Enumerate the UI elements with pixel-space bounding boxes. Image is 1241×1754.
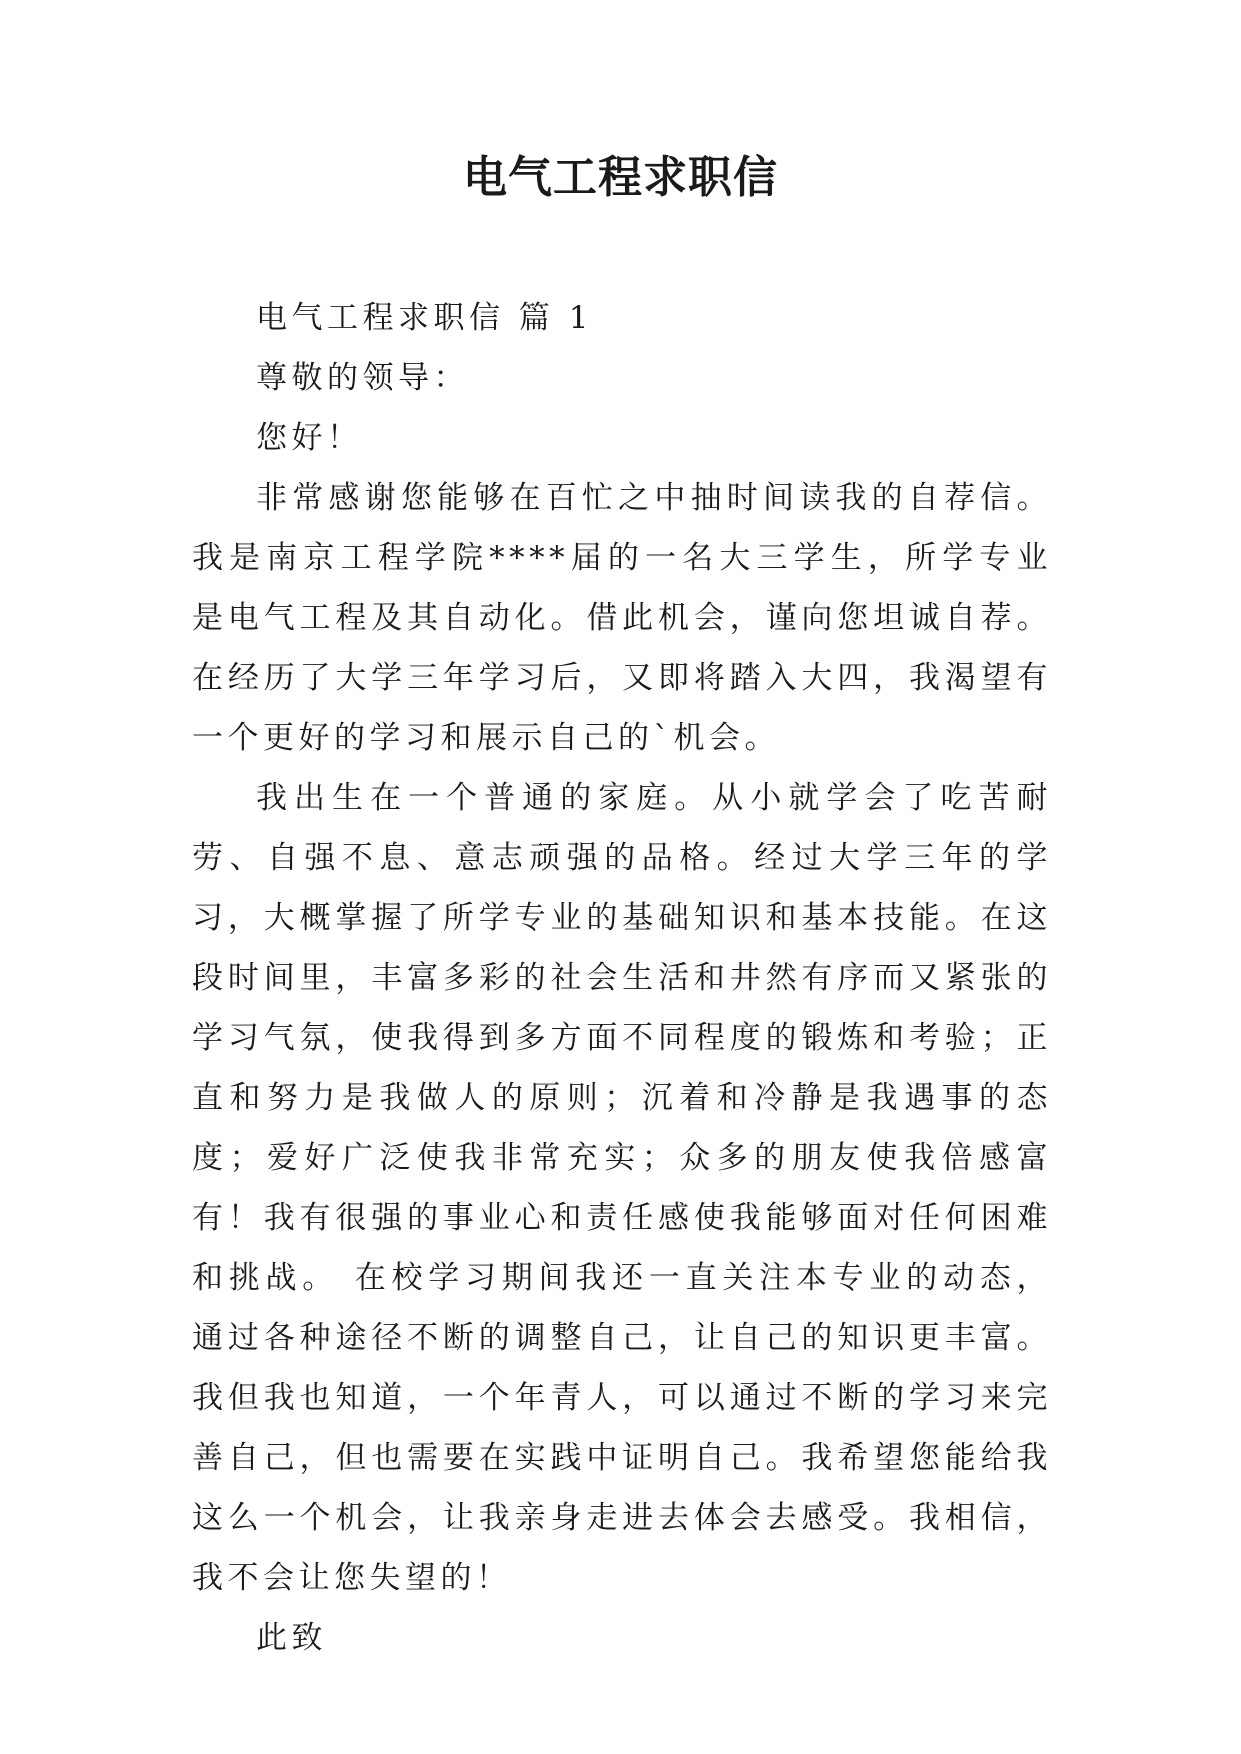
- body-paragraph-background: 我出生在一个普通的家庭。从小就学会了吃苦耐劳、自强不息、意志顽强的品格。经过大学三年的学习，大概掌握了所学专业的基础知识和基本技能。在这段时间里，丰富多彩的社会生活和井然有序而又紧张的学习气氛，使我得到多方面不同程度的锻炼和考验；正直和努力是我做人的原则；沉着和冷静是我遇事的态度；爱好广泛使我非常充实；众多的朋友使我倍感富有！我有很强的事业心和责任感使我能够面对任何困难和挑战。 在校学习期间我还一直关注本专业的动态，通过各种途径不断的调整自己，让自己的知识更丰富。我但我也知道，一个年青人，可以通过不断的学习来完善自己，但也需要在实践中证明自己。我希望您能给我这么一个机会，让我亲身走进去体会去感受。我相信，我不会让您失望的！: [192, 780, 1052, 1596]
- letter-body: [192, 288, 1052, 1668]
- section-heading: 电气工程求职信 篇 1: [256, 300, 593, 336]
- body-paragraph-intro: 非常感谢您能够在百忙之中抽时间读我的自荐信。我是南京工程学院****届的一名大三学生，所学专业是电气工程及其自动化。借此机会，谨向您坦诚自荐。在经历了大学三年学习后，又即将踏入大四，我渴望有一个更好的学习和展示自己的`机会。: [192, 480, 1052, 756]
- salutation: 尊敬的领导：: [256, 360, 469, 396]
- greeting: 您好！: [256, 420, 363, 456]
- closing-phrase: 此致: [256, 1620, 327, 1656]
- document-title: 电气工程求职信: [463, 152, 778, 203]
